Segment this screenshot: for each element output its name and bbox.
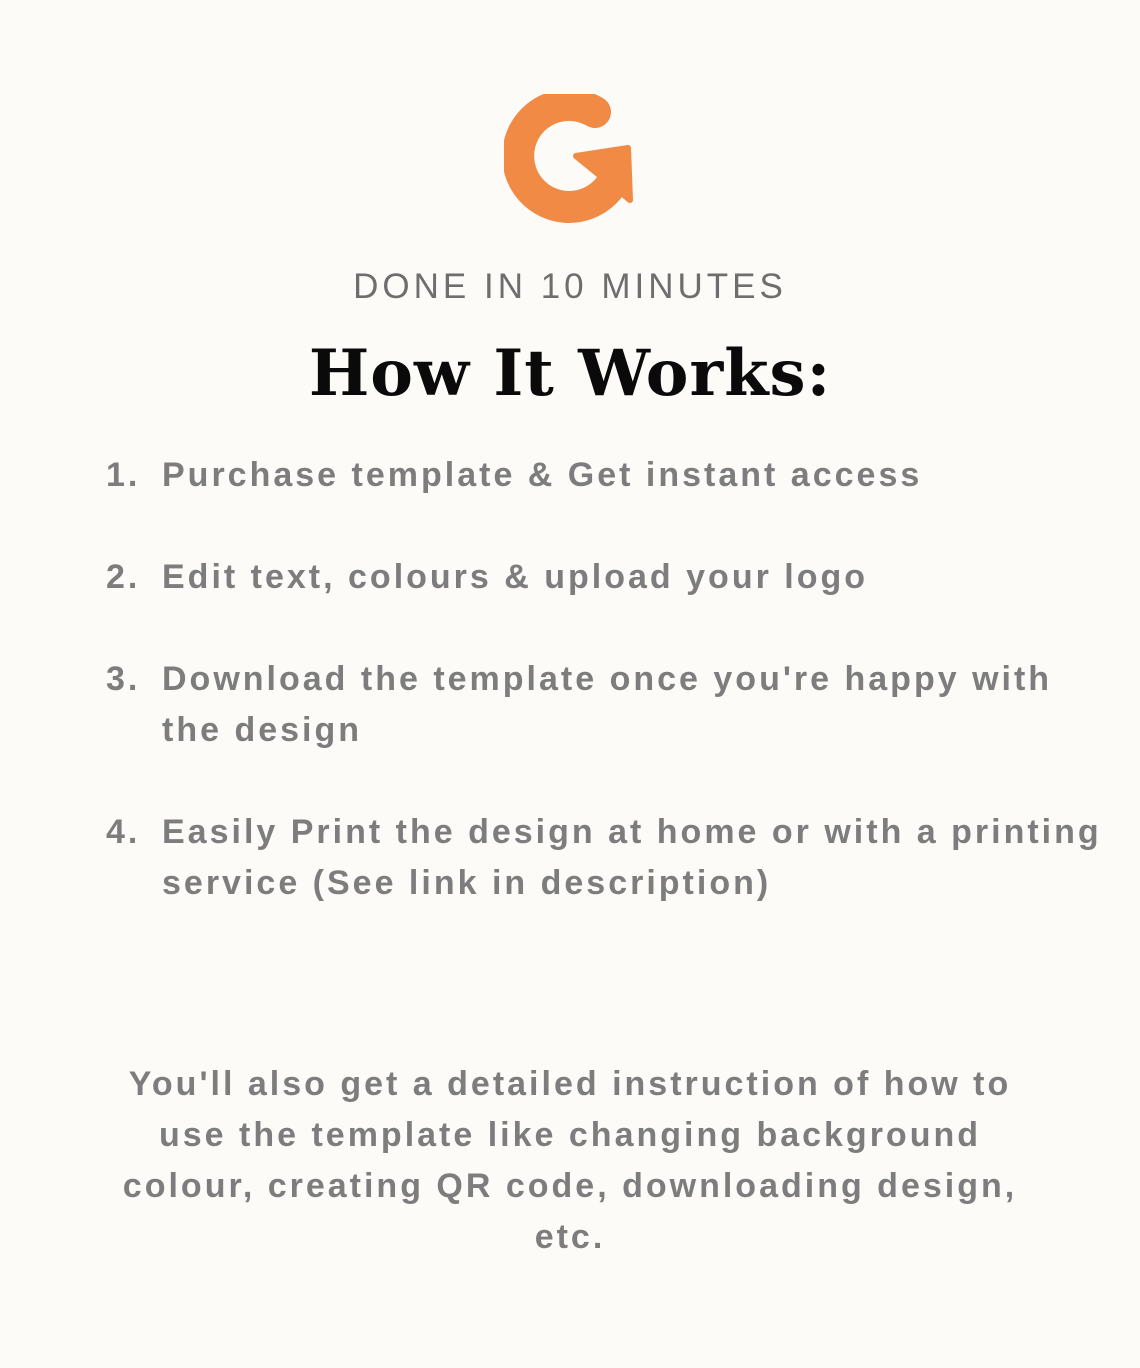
step-number: 3. xyxy=(106,660,141,698)
step-text: Purchase template & Get instant access xyxy=(162,456,923,494)
steps-list xyxy=(106,450,1116,960)
g-arrow-logo-icon xyxy=(504,94,636,226)
brand-logo-icon xyxy=(504,94,636,226)
step-text: Download the template once you're happy with the design xyxy=(162,660,1053,749)
step-item-1 xyxy=(106,450,1116,501)
step-number: 1. xyxy=(106,456,141,494)
step-item-4 xyxy=(106,807,1116,909)
step-item-2 xyxy=(106,552,1116,603)
page-subtitle: DONE IN 10 MINUTES xyxy=(353,267,787,306)
step-number: 4. xyxy=(106,813,141,851)
step-text: Easily Print the design at home or with a printing service (See link in description) xyxy=(162,813,1102,902)
step-item-3 xyxy=(106,654,1116,756)
step-text: Edit text, colours & upload your logo xyxy=(162,558,869,596)
page-title: How It Works: xyxy=(308,336,832,411)
step-number: 2. xyxy=(106,558,141,596)
instruction-note: You'll also get a detailed instruction of how to use the template like changing background colour, creating QR code, downloading design, etc. xyxy=(122,1065,1018,1256)
